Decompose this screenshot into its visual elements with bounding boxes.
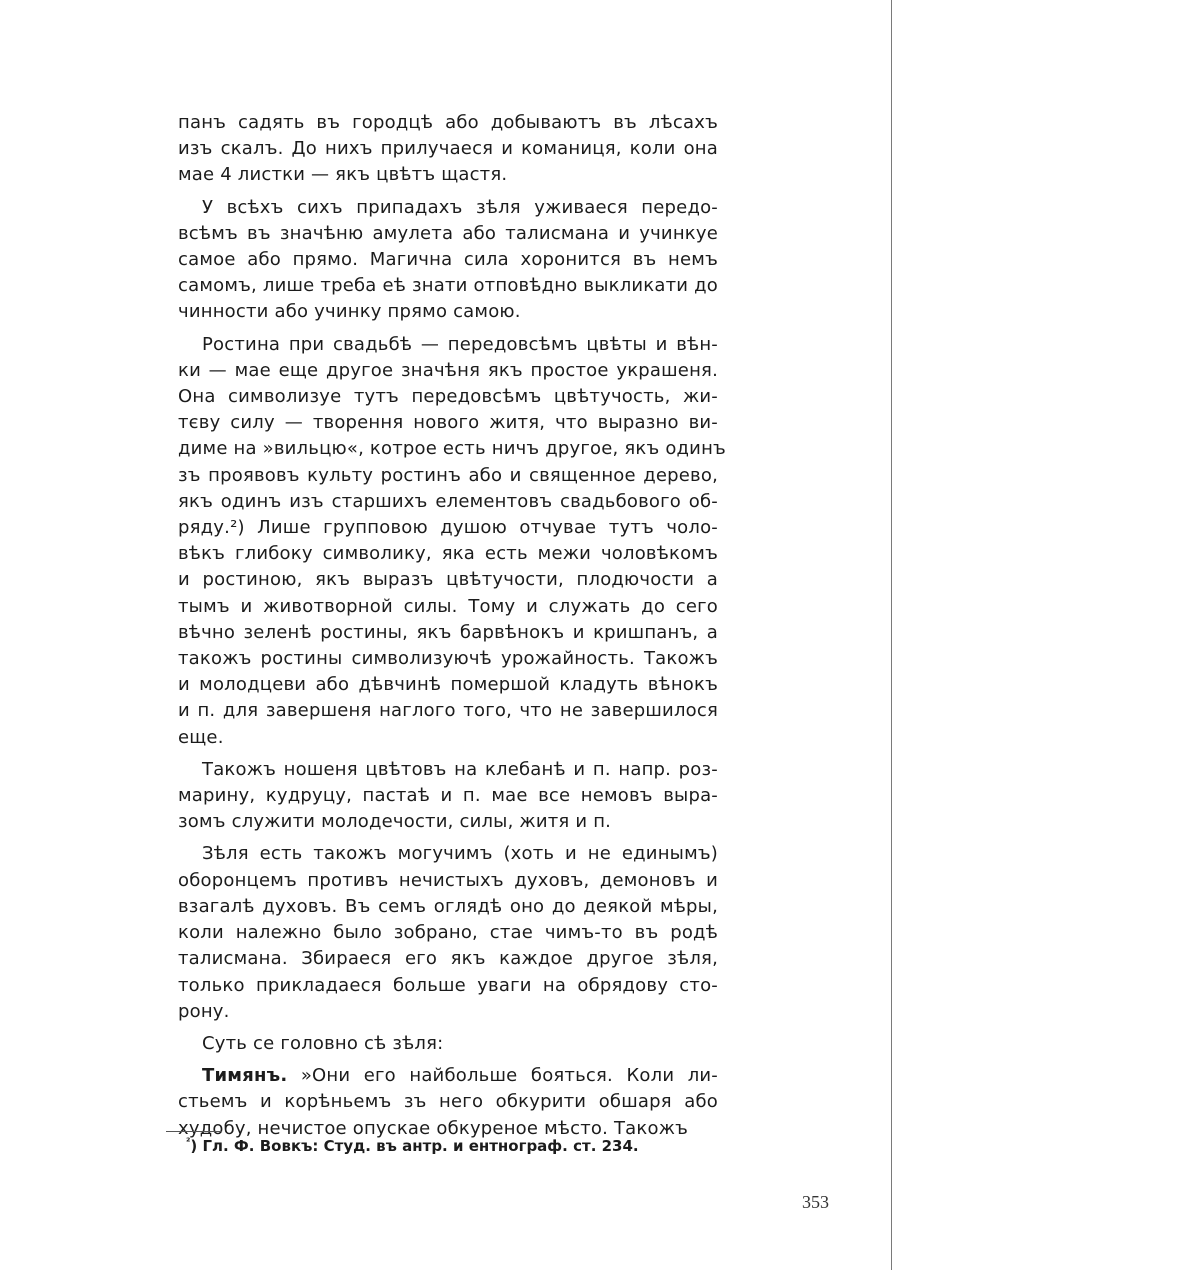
page-number: 353 [802,1192,829,1212]
line-text: худобу, нечистое опускае обкуреное мѣсто. Такожъ [178,1117,689,1139]
text-line [178,221,718,247]
text-line [178,463,718,489]
line-text: такожъ ростины символизуючѣ урожайность. Такожъ [178,648,718,670]
line-text: мае 4 листки — якъ цвѣтъ щастя. [178,164,508,186]
line-text: изъ скалъ. До нихъ прилучаеся и команиця, коли она [178,138,718,160]
text-line [178,757,718,783]
text-line [178,299,718,325]
text-line [178,110,718,136]
paragraph [178,1031,718,1057]
line-text: и молодцеви або дѣвчинѣ помершой кладуть вѣнокъ [178,674,718,696]
footnote [186,1137,639,1155]
text-line [178,809,718,835]
line-text: и п. для завершеня наглого того, что не завершилося [178,700,718,722]
line-text: зъ проявовъ культу ростинъ або и священное дерево, [178,464,718,486]
line-text: и ростиною, якъ выразъ цвѣтучости, плодючости а [178,569,718,591]
line-text: ки — мае еще другое значѣня якъ простое украшеня. [178,359,718,381]
body-text [178,110,726,1148]
line-text: Зѣля есть такожъ могучимъ (хоть и не единымъ) [202,843,718,865]
text-line [178,195,718,221]
line-text: Ростина при свадьбѣ — передовсѣмъ цвѣты и вѣн- [202,333,718,355]
line-text: еще. [178,726,224,748]
text-line [178,868,718,894]
line-text: всѣмъ въ значѣню амулета або талисмана и учинкуе [178,222,718,244]
line-text: самомъ, лише треба еѣ знати отповѣдно выкликати до [178,275,718,297]
paragraph [178,841,718,1024]
line-text: »Они его найбольше бояться. Коли ли- [300,1065,718,1087]
text-line [178,515,718,541]
text-line [178,672,718,698]
line-text: тымъ и животворной силы. Тому и служать до сего [178,595,718,617]
text-line [178,162,718,188]
text-line [178,136,718,162]
text-line [178,436,726,462]
line-text: вѣкъ глибоку символику, яка есть межи чоловѣкомъ [178,543,718,565]
text-line [178,783,718,809]
text-line [178,946,718,972]
line-text: самое або прямо. Магична сила хоронится въ немъ [178,249,718,271]
line-text: вѣчно зеленѣ ростины, якъ барвѣнокъ и кришпанъ, а [178,621,718,643]
line-text: марину, кудруцу, пастаѣ и п. мае все немовъ выра- [178,785,718,807]
text-line [178,332,718,358]
text-line [178,273,718,299]
text-line [178,620,718,646]
line-text: стьемъ и корѣньемъ зъ него обкурити обшаря або [178,1091,718,1113]
line-text: тєву силу — творення нового житя, что выразно ви- [178,412,718,434]
text-line [178,1031,718,1057]
text-line [178,999,718,1025]
line-text: Суть се головно сѣ зѣля: [202,1032,444,1054]
footnote-rule [166,1131,222,1132]
paragraph [178,332,726,751]
line-text: коли належно было зобрано, стае чимъ-то въ родѣ [178,922,718,944]
line-text: Такожъ ношеня цвѣтовъ на клебанѣ и п. напр. роз- [202,758,718,780]
line-text: панъ садять въ городцѣ або добываютъ въ лѣсахъ [178,112,718,133]
line-text: зомъ служити молодечости, силы, житя и п. [178,811,612,833]
text-line [178,247,718,273]
text-line [178,841,718,867]
text-line [178,541,718,567]
line-text: талисмана. Збираеся его якъ каждое другое зѣля, [178,948,718,970]
text-line [178,594,718,620]
line-text: взагалѣ духовъ. Въ семъ оглядѣ оно до деякой мѣры, [178,895,718,917]
text-line [178,894,718,920]
paragraph [178,195,718,326]
text-line [178,410,718,436]
text-line [178,698,718,724]
paragraph [178,110,718,189]
line-text: Она символизуе тутъ передовсѣмъ цвѣтучость, жи- [178,386,718,408]
line-text: только прикладаеся больше уваги на обрядову сто- [178,974,718,996]
line-text: рону. [178,1000,230,1022]
text-line [178,973,718,999]
text-line [178,384,718,410]
text-line [178,725,718,751]
text-line [178,920,718,946]
line-text: У всѣхъ сихъ припадахъ зѣля уживаеся передо- [202,196,718,218]
text-line [178,489,718,515]
paragraph [178,757,718,836]
text-line [178,646,718,672]
line-text: чинности або учинку прямо самою. [178,301,521,323]
line-text: диме на »вильцю«, котрое есть ничъ другое, якъ одинъ [178,438,726,460]
text-line [178,567,718,593]
bold-term: Тимянъ. [202,1065,288,1087]
text-line [178,1089,718,1115]
line-text: оборонцемъ противъ нечистыхъ духовъ, демоновъ и [178,869,718,891]
line-text: ряду.²) Лише групповою душою отчувае тутъ чоло- [178,517,718,539]
footnote-marker: ² [186,1137,191,1148]
paragraph [178,1063,718,1142]
footnote-text: ) Гл. Ф. Вовкъ: Студ. въ антр. и ентнограф. ст. 234. [190,1137,639,1155]
text-line [178,1063,718,1089]
text-line [178,358,718,384]
line-text: якъ одинъ изъ старшихъ елементовъ свадьбового об- [178,490,718,512]
